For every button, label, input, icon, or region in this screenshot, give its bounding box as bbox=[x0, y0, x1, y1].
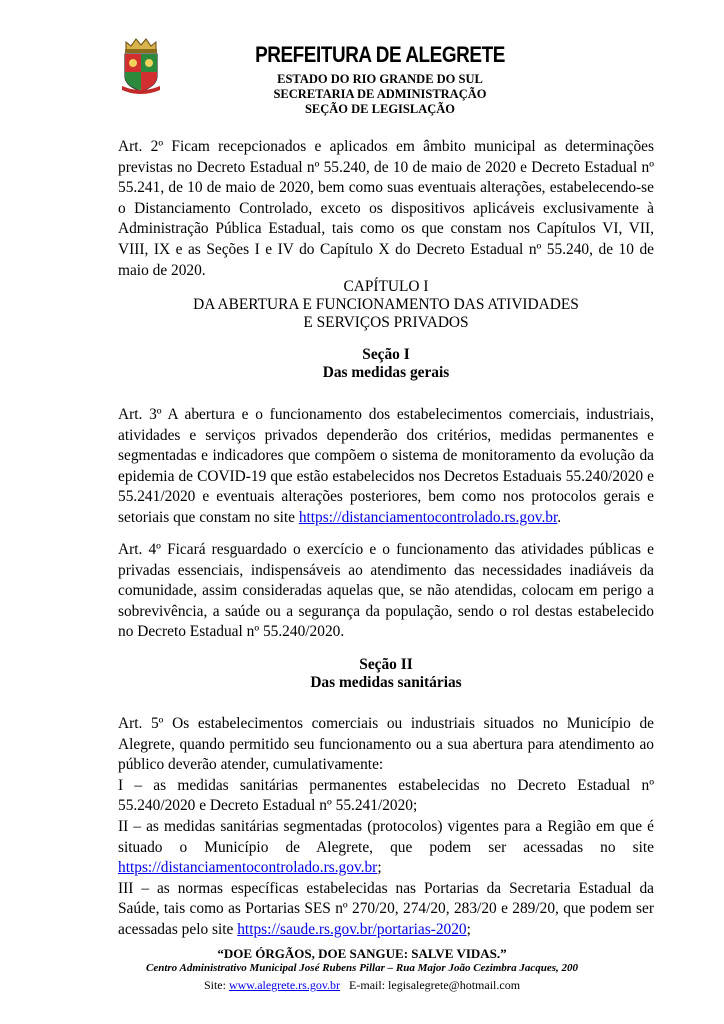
chapter-number: CAPÍTULO I bbox=[343, 278, 429, 295]
section-2-heading bbox=[118, 656, 654, 692]
footer-email: E-mail: legisalegrete@hotmail.com bbox=[340, 978, 521, 992]
article-5-item-3 bbox=[118, 879, 654, 941]
footer-address: Centro Administrativo Municipal José Rubens Pillar – Rua Major João Cezimbra Jacques, 200 bbox=[145, 962, 578, 974]
article-5-item-2 bbox=[118, 817, 654, 879]
article-5 bbox=[118, 714, 654, 941]
page-header-title: PREFEITURA DE ALEGRETE bbox=[255, 42, 505, 67]
header-secretariat: SECRETARIA DE ADMINISTRAÇÃO bbox=[273, 87, 487, 101]
article-2: Art. 2º Ficam recepcionados e aplicados em âmbito municipal as determinações previstas no Decreto Estadual nº 55.240, de 10 de maio de 2020 e Decreto Estadual nº 55.241, de 10 de maio de 2020, bem como suas eventuais alterações, estabelecendo-se o Distanciamento Controlado, exceto os dispositivos aplicáveis exclusivamente à Administração Pública Estadual, tais como os que constam nos Capítulos VI, VII, VIII, IX e as Seções I e IV do Capítulo X do Decreto Estadual nº 55.240, de 10 de maio de 2020. bbox=[118, 138, 654, 279]
section-2-subtitle: Das medidas sanitárias bbox=[310, 674, 462, 691]
chapter-heading bbox=[118, 278, 654, 332]
article-3 bbox=[118, 405, 654, 529]
section-1-title: Seção I bbox=[362, 346, 410, 363]
header-section: SEÇÃO DE LEGISLAÇÃO bbox=[304, 102, 456, 116]
chapter-title-line1: DA ABERTURA E FUNCIONAMENTO DAS ATIVIDADES bbox=[193, 296, 579, 313]
article-5-text: Art. 5º Os estabelecimentos comerciais ou industriais situados no Município de Alegrete, quando permitido seu funcionamento ou a sua abertura para atendimento ao público deverão atender, cumulativamente: bbox=[118, 715, 654, 774]
chapter-title-line2: E SERVIÇOS PRIVADOS bbox=[303, 314, 469, 331]
section-1-subtitle: Das medidas gerais bbox=[322, 364, 450, 381]
article-3-end: . bbox=[557, 508, 562, 526]
footer-site-label: Site: bbox=[203, 978, 229, 992]
section-1-heading bbox=[118, 346, 654, 382]
item-3-end: ; bbox=[466, 920, 471, 938]
article-3-text: Art. 3º A abertura e o funcionamento dos estabelecimentos comerciais, industriais, atividades e serviços privados dependerão dos critérios, medidas permanentes e segmentadas e indicadores que compõem o sistema de monitoramento da evolução da epidemia de COVID-19 que estão estabelecidos nos Decretos Estaduais 55.240/2020 e 55.241/2020 e eventuais alterações posteriores, bem como nos protocolos gerais e setoriais que constam no site bbox=[118, 406, 654, 526]
item-2-distanciamento-link[interactable]: https://distanciamentocontrolado.rs.gov.br bbox=[118, 859, 378, 877]
item-3-text: III – as normas específicas estabelecidas nas Portarias da Secretaria Estadual da Saúde, tais como as Portarias SES nº 270/20, 274/20, 283/20 e 289/20, que podem ser acessadas pelo site bbox=[118, 879, 654, 938]
item-3-saude-link[interactable]: https://saude.rs.gov.br/portarias-2020 bbox=[237, 920, 467, 938]
section-2-title: Seção II bbox=[359, 656, 413, 673]
distanciamento-link[interactable]: https://distanciamentocontrolado.rs.gov.br bbox=[298, 508, 558, 526]
article-4: Art. 4º Ficará resguardado o exercício e o funcionamento das atividades públicas e privadas essenciais, indispensáveis ao atendimento das necessidades inadiáveis da comunidade, assim consideradas aquelas que, se não atendidas, colocam em perigo a sobrevivência, a saúde ou a segurança da população, sendo o rol destas estabelecido no Decreto Estadual nº 55.240/2020. bbox=[118, 541, 654, 641]
footer-site-link[interactable]: www.alegrete.rs.gov.br bbox=[228, 978, 341, 992]
item-2-text: II – as medidas sanitárias segmentadas (protocolos) vigentes para a Região em que é situado o Município de Alegrete, que podem ser acessadas no site bbox=[118, 817, 654, 856]
footer-contact bbox=[60, 978, 664, 993]
header-state: ESTADO DO RIO GRANDE DO SUL bbox=[277, 72, 483, 86]
coat-of-arms-icon bbox=[120, 36, 162, 94]
article-5-item-1: I – as medidas sanitárias permanentes estabelecidas no Decreto Estadual nº 55.240/2020 e Decreto Estadual nº 55.241/2020; bbox=[118, 776, 654, 815]
item-2-end: ; bbox=[377, 859, 382, 877]
footer-slogan: “DOE ÓRGÃOS, DOE SANGUE: SALVE VIDAS.” bbox=[217, 946, 507, 961]
